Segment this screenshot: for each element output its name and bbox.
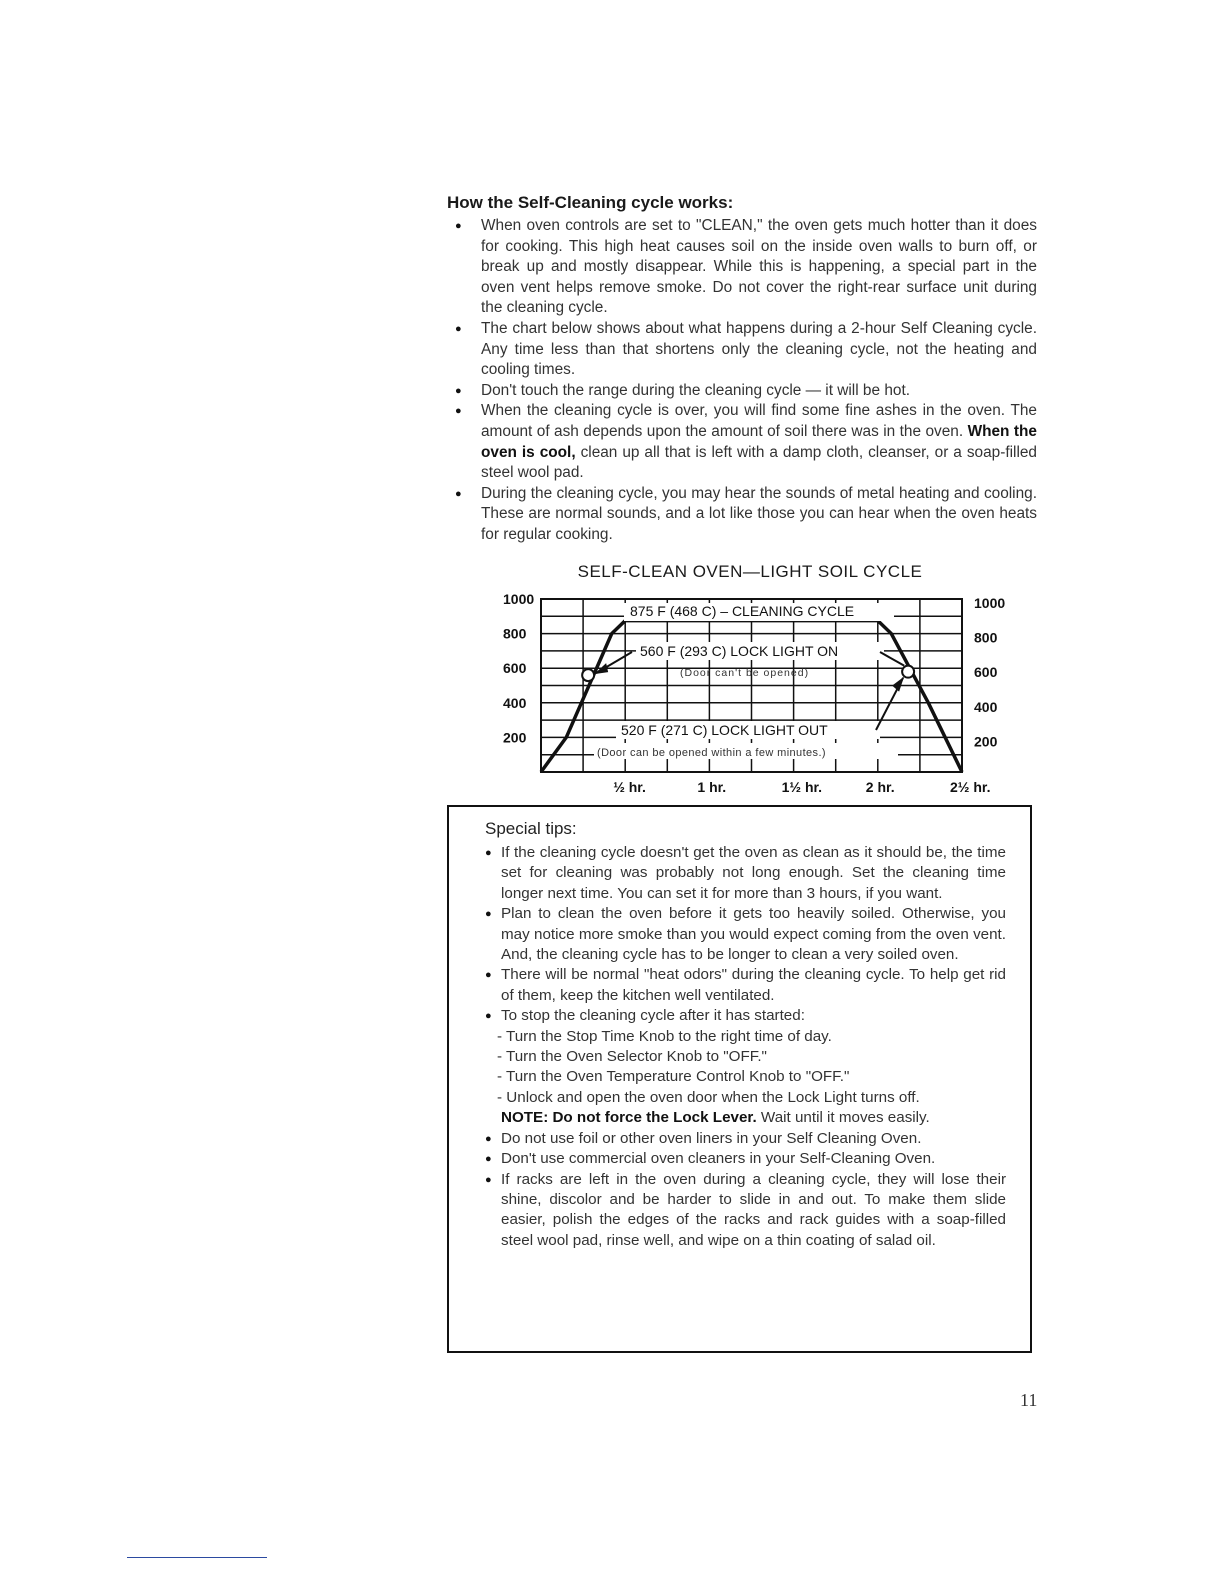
list-item: ● If racks are left in the oven during a cleaning cycle, they will lose their shine, discolor and be harder to slide in and out. To make them slide easier, polish the edges of the racks and rack guides with a soap-filled steel wool pad, rinse well, and wipe on a thin coating of salad oil. bbox=[485, 1170, 1006, 1252]
note-strong: NOTE: Do not force the Lock Lever. bbox=[501, 1109, 757, 1127]
annotation-lock-out-note: (Door can be opened within a few minutes.) bbox=[597, 747, 826, 759]
stop-steps-list bbox=[485, 1027, 1006, 1109]
y-tick-label-right: 600 bbox=[974, 664, 998, 681]
list-item: ● To stop the cleaning cycle after it has started: bbox=[485, 1006, 1006, 1026]
ash-text-strong: When the oven is cool, bbox=[481, 422, 1037, 461]
x-tick-label: ½ hr. bbox=[613, 779, 646, 795]
y-tick-label-left: 400 bbox=[503, 694, 527, 711]
tips-list-after bbox=[485, 1129, 1006, 1251]
annotation-lock-on-note: (Door can't be opened) bbox=[680, 667, 810, 679]
tips-heading: Special tips: bbox=[485, 819, 577, 838]
footnote-rule bbox=[127, 1557, 267, 1558]
y-tick-label-right: 200 bbox=[974, 733, 998, 750]
list-item: ● When oven controls are set to "CLEAN," the oven gets much hotter than it does for cooking. This high heat causes soil on the inside oven walls to burn off, or break up and mostly disappear. While this is happening, a special part in the oven vent helps remove smoke. Do not cover the right-rear surface unit during the cleaning cycle. bbox=[447, 216, 1037, 319]
y-tick-label-left: 800 bbox=[503, 625, 527, 642]
x-tick-label: 1½ hr. bbox=[781, 779, 823, 795]
list-item: ● There will be normal "heat odors" during the cleaning cycle. To help get rid of them, keep the kitchen well ventilated. bbox=[485, 965, 1006, 1006]
list-item: ● During the cleaning cycle, you may hear the sounds of metal heating and cooling. These are normal sounds, and a lot like those you can hear when the oven heats for regular cooking. bbox=[447, 484, 1037, 546]
tips-list bbox=[485, 843, 1006, 1027]
annotation-lock-on: 560 F (293 C) LOCK LIGHT ON bbox=[640, 643, 839, 659]
y-tick-label-right: 800 bbox=[974, 629, 998, 646]
step-item: - Turn the Oven Temperature Control Knob to "OFF." bbox=[497, 1068, 850, 1086]
y-tick-label-left: 600 bbox=[503, 660, 527, 677]
special-tips-box bbox=[447, 805, 1032, 1353]
step-item: - Turn the Stop Time Knob to the right time of day. bbox=[497, 1027, 832, 1045]
list-item: ● Don't touch the range during the cleaning cycle — it will be hot. bbox=[447, 381, 1037, 402]
list-item: ● If the cleaning cycle doesn't get the oven as clean as it should be, the time set for cleaning was probably not long enough. Set the cleaning time longer next time. You can set it for more than 3 hours, if you want. bbox=[485, 843, 1006, 904]
x-tick-label: 2 hr. bbox=[865, 779, 895, 795]
step-item: - Unlock and open the oven door when the Lock Light turns off. bbox=[497, 1088, 920, 1106]
step-item: - Turn the Oven Selector Knob to "OFF." bbox=[497, 1048, 767, 1066]
lock-point-marker bbox=[902, 666, 914, 678]
list-item: ● Do not use foil or other oven liners in your Self Cleaning Oven. bbox=[485, 1129, 1006, 1149]
list-item: ● The chart below shows about what happens during a 2-hour Self Cleaning cycle. Any time less than that shortens only the cleaning cycle, not the heating and cooling times. bbox=[447, 319, 1037, 381]
x-tick-label: 1 hr. bbox=[697, 779, 727, 795]
arrowhead-lock-out bbox=[892, 677, 904, 692]
section-heading: How the Self-Cleaning cycle works: bbox=[447, 193, 734, 212]
y-tick-label-right: 400 bbox=[974, 698, 998, 715]
list-item: ● Plan to clean the oven before it gets too heavily soiled. Otherwise, you may notice more smoke than you would expect coming from the oven vent. And, the cleaning cycle has to be longer to clean a very soiled oven. bbox=[485, 904, 1006, 965]
ash-text-after: clean up all that is left with a damp cloth, cleanser, or a soap-filled steel wool pad. bbox=[481, 443, 1037, 482]
chart-title: SELF-CLEAN OVEN—LIGHT SOIL CYCLE bbox=[577, 562, 923, 581]
x-tick-label: 2½ hr. bbox=[950, 779, 991, 795]
ash-text-before: When the cleaning cycle is over, you will find some fine ashes in the oven. The amount of ash depends upon the amount of soil there was in the oven. bbox=[481, 402, 1037, 440]
y-tick-label-left: 200 bbox=[503, 729, 527, 746]
page-number: 11 bbox=[1020, 1390, 1038, 1410]
note-rest: Wait until it moves easily. bbox=[756, 1109, 930, 1127]
y-tick-label-left: 1000 bbox=[503, 591, 535, 607]
annotation-cleaning: 875 F (468 C) – CLEANING CYCLE bbox=[630, 603, 855, 619]
lock-point-marker bbox=[582, 669, 594, 681]
note-line bbox=[485, 1108, 1006, 1128]
list-item: ● Don't use commercial oven cleaners in your Self-Cleaning Oven. bbox=[485, 1149, 1006, 1169]
annotation-lock-out: 520 F (271 C) LOCK LIGHT OUT bbox=[621, 722, 828, 738]
y-tick-label-right: 1000 bbox=[974, 595, 1006, 611]
